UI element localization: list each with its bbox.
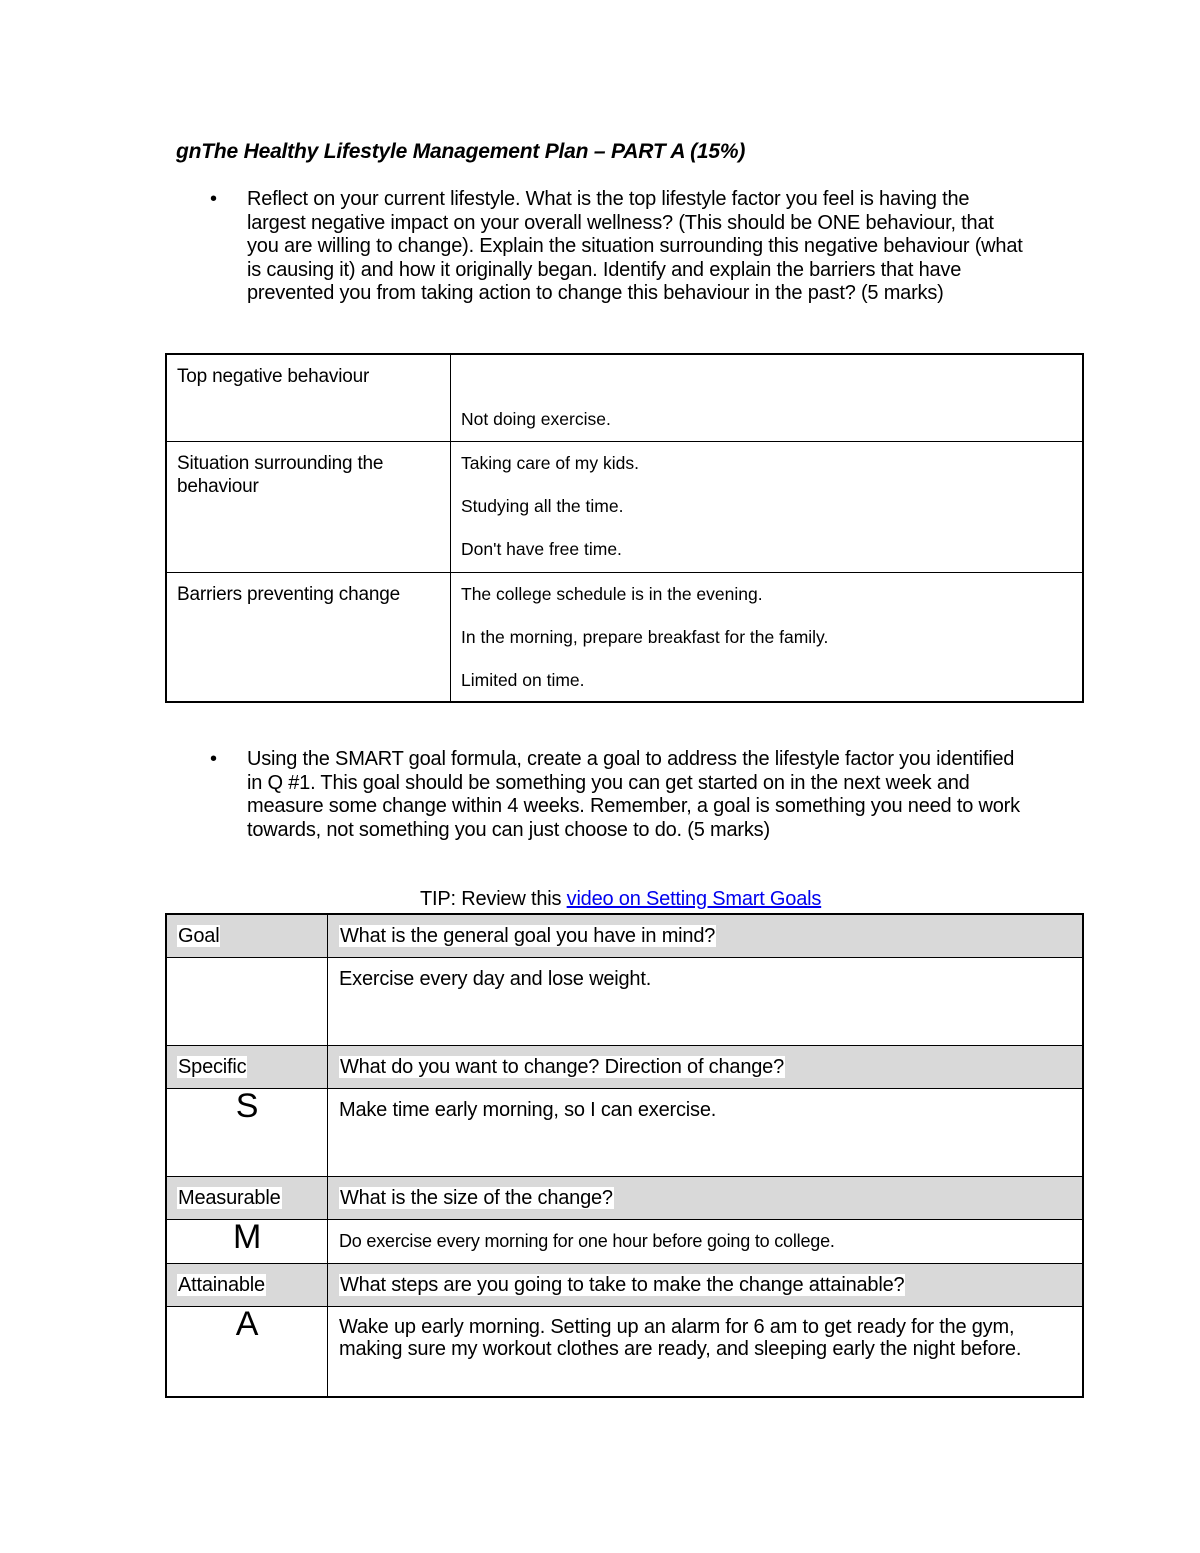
table-row (166, 1046, 1083, 1089)
specific-letter: S (166, 1089, 328, 1177)
table-row (166, 1089, 1083, 1177)
smart-goals-video-link[interactable]: video on Setting Smart Goals (566, 888, 822, 910)
question-2-text: Using the SMART goal formula, create a goal to address the lifestyle factor you identified in Q #1. This goal should be something you can get started on in the next week and measure some change within 4 weeks. Remember, a goal is something you need to work towards, not something you can just choose to do. (5 marks) (247, 748, 1020, 841)
table-row (166, 354, 1083, 441)
table-row (166, 1220, 1083, 1264)
behaviour-table (165, 353, 1084, 703)
specific-question: What do you want to change? Direction of change? (340, 1055, 785, 1078)
table-row (166, 1264, 1083, 1307)
answer-top-behaviour: Not doing exercise. (461, 409, 611, 429)
table-row (166, 441, 1083, 572)
page-title: gnThe Healthy Lifestyle Management Plan – PART A (15%) (176, 140, 746, 163)
table-row (166, 1177, 1083, 1220)
answer-barrier-3: Limited on time. (461, 669, 585, 690)
tip-line (420, 888, 821, 911)
table-row (166, 1307, 1083, 1397)
measurable-label: Measurable (178, 1186, 281, 1209)
row-label-situation: Situation surrounding the behaviour (166, 441, 451, 572)
attainable-label: Attainable (178, 1273, 265, 1296)
question-2 (210, 748, 1030, 842)
specific-answer: Make time early morning, so I can exercise. (328, 1089, 1084, 1177)
bullet-icon: • (210, 748, 218, 770)
specific-label: Specific (178, 1055, 247, 1078)
attainable-answer: Wake up early morning. Setting up an alarm for 6 am to get ready for the gym, making sure my workout clothes are ready, and sleeping early the night before. (328, 1307, 1084, 1397)
goal-question: What is the general goal you have in mind? (340, 924, 716, 947)
table-row (166, 958, 1083, 1046)
goal-answer: Exercise every day and lose weight. (328, 958, 1084, 1046)
measurable-letter: M (166, 1220, 328, 1264)
answer-situation-2: Studying all the time. (461, 495, 624, 516)
answer-situation-1: Taking care of my kids. (461, 452, 639, 473)
goal-label: Goal (178, 924, 220, 947)
attainable-letter: A (166, 1307, 328, 1397)
measurable-answer: Do exercise every morning for one hour before going to college. (328, 1220, 1084, 1264)
answer-barrier-1: The college schedule is in the evening. (461, 583, 763, 604)
question-1-text: Reflect on your current lifestyle. What is the top lifestyle factor you feel is having the largest negative impact on your overall wellness? (This should be ONE behaviour, that you are willing to change). Explain the situation surrounding this negative behaviour (what is causing it) and how it originally began. Identify and explain the barriers that have prevented you from taking action to change this behaviour in the past? (5 marks) (247, 188, 1023, 305)
goal-letter (166, 958, 328, 1046)
attainable-question: What steps are you going to take to make the change attainable? (340, 1273, 905, 1296)
bullet-icon: • (210, 188, 218, 210)
row-label-top-negative-behaviour: Top negative behaviour (166, 354, 451, 441)
table-row (166, 572, 1083, 702)
smart-goal-table (165, 913, 1084, 1398)
answer-situation-3: Don't have free time. (461, 538, 622, 559)
tip-prefix: TIP: Review this (420, 888, 567, 910)
answer-barrier-2: In the morning, prepare breakfast for the family. (461, 626, 829, 647)
measurable-question: What is the size of the change? (340, 1186, 613, 1209)
question-1 (210, 188, 1030, 306)
table-row (166, 914, 1083, 958)
row-label-barriers: Barriers preventing change (166, 572, 451, 702)
